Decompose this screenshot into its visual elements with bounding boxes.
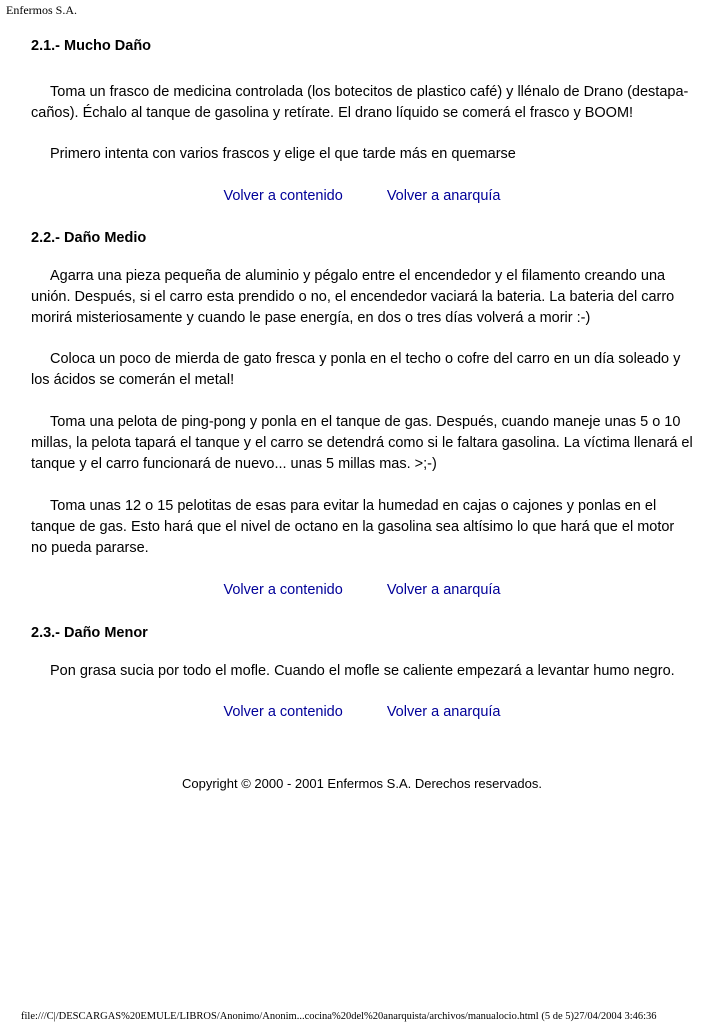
- paragraph: [31, 496, 693, 559]
- print-header: Enfermos S.A.: [6, 3, 77, 17]
- paragraph: [31, 412, 693, 475]
- paragraph-text: Coloca un poco de mierda de gato fresca y ponla en el techo o cofre del carro en un día soleado y los ácidos se comerán el metal!: [31, 351, 681, 388]
- paragraph: [31, 661, 693, 682]
- nav-links: [31, 580, 693, 601]
- paragraph: [31, 266, 693, 329]
- section-title-mucho-dano: 2.1.- Mucho Daño: [31, 38, 152, 54]
- link-volver-anarquia[interactable]: Volver a anarquía: [386, 582, 501, 598]
- link-volver-contenido[interactable]: Volver a contenido: [223, 704, 343, 720]
- section-title-dano-medio: 2.2.- Daño Medio: [31, 230, 147, 246]
- page-content: [31, 35, 693, 793]
- copyright: Copyright © 2000 - 2001 Enfermos S.A. Derechos reservados.: [181, 776, 543, 791]
- link-volver-anarquia[interactable]: Volver a anarquía: [386, 704, 501, 720]
- paragraph-text: Agarra una pieza pequeña de aluminio y pégalo entre el encendedor y el filamento creando una unión. Después, si el carro esta prendido o no, el encendedor vaciará la bateria. La bateria del carro morirá misteriosamente y cuando le pase energía, en dos o tres días volverá a morir :-): [31, 268, 675, 326]
- link-volver-contenido[interactable]: Volver a contenido: [223, 582, 343, 598]
- paragraph-text: Primero intenta con varios frascos y elige el que tarde más en quemarse: [50, 146, 516, 162]
- nav-links: [31, 702, 693, 723]
- paragraph-text: Pon grasa sucia por todo el mofle. Cuando el mofle se caliente empezará a levantar humo negro.: [50, 663, 675, 679]
- link-volver-contenido[interactable]: Volver a contenido: [223, 188, 343, 204]
- link-volver-anarquia[interactable]: Volver a anarquía: [386, 188, 501, 204]
- paragraph: [31, 82, 693, 124]
- paragraph: [31, 144, 693, 165]
- section-title-dano-menor: 2.3.- Daño Menor: [31, 625, 148, 641]
- paragraph-text: Toma unas 12 o 15 pelotitas de esas para evitar la humedad en cajas o cajones y ponlas en el tanque de gas. Esto hará que el nivel de octano en la gasolina sea altísimo lo que hará que el motor no pueda pararse.: [31, 498, 675, 556]
- paragraph: [31, 349, 693, 391]
- nav-links: [31, 186, 693, 207]
- print-footer: file:///C|/DESCARGAS%20EMULE/LIBROS/Anonimo/Anonim...cocina%20del%20anarquista/archivos/manualocio.html (5 de 5)27/04/2004 3:46:36: [21, 1011, 657, 1022]
- paragraph-text: Toma un frasco de medicina controlada (los botecitos de plastico café) y llénalo de Drano (destapa-caños). Échalo al tanque de gasolina y retírate. El drano líquido se comerá el frasco y BOOM!: [31, 84, 689, 121]
- paragraph-text: Toma una pelota de ping-pong y ponla en el tanque de gas. Después, cuando maneje unas 5 o 10 millas, la pelota tapará el tanque y el carro se detendrá como si le faltara gasolina. La víctima llenará el tanque y el carro funcionará de nuevo... unas 5 millas mas. >;-): [31, 414, 693, 472]
